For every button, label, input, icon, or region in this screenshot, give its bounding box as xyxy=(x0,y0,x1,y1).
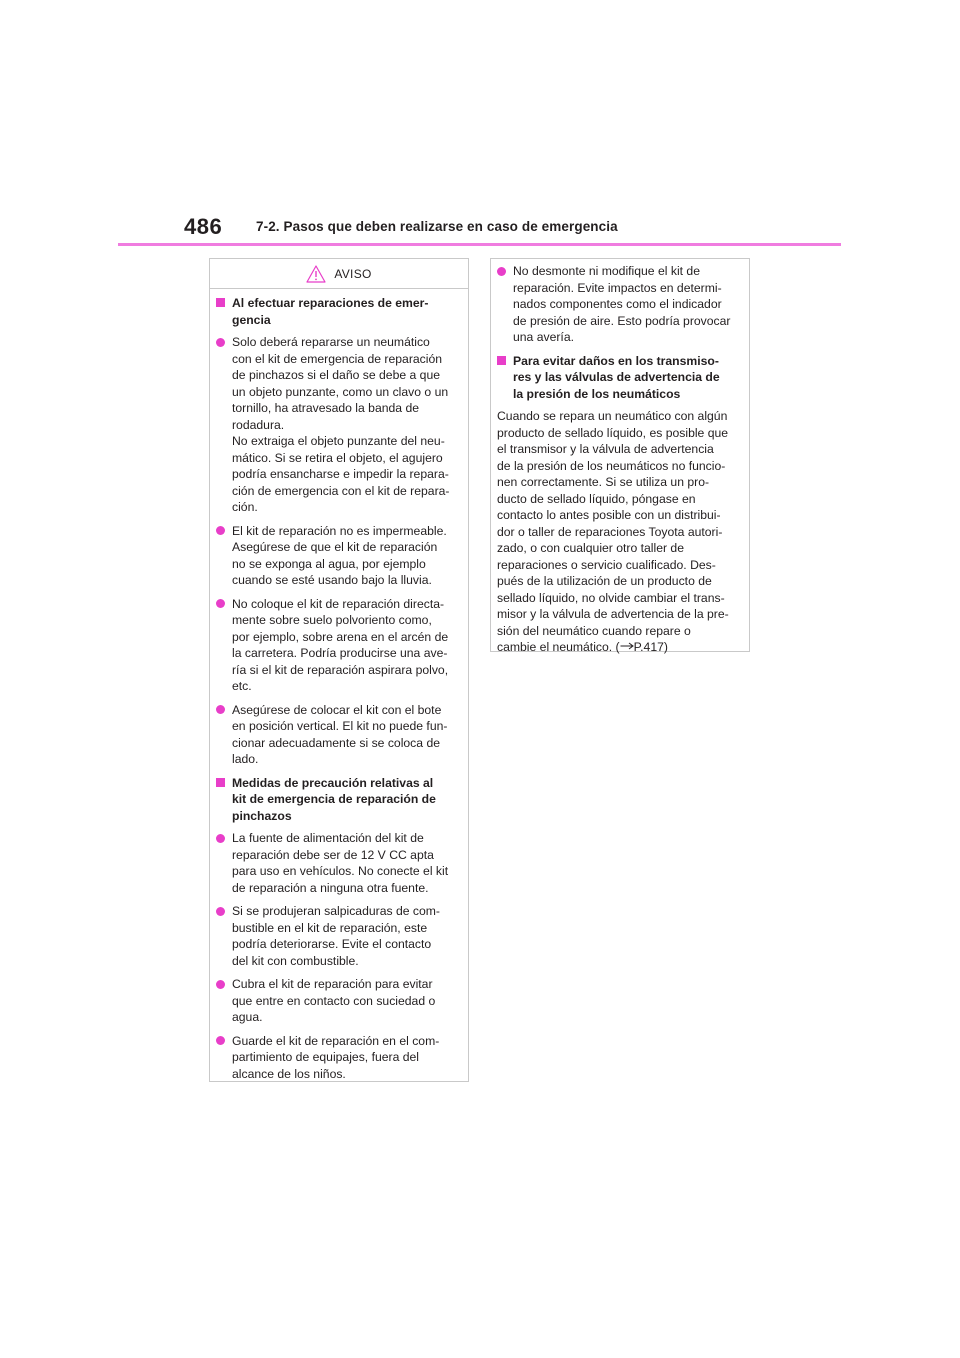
circle-bullet-icon xyxy=(216,834,225,843)
text-line: producto de sellado líquido, es posible que xyxy=(497,425,729,440)
text-line: Para evitar daños en los transmiso- xyxy=(513,353,719,368)
text-line: res y las válvulas de advertencia de xyxy=(513,370,720,384)
text-line: partimiento de equipajes, fuera del xyxy=(232,1050,419,1064)
text-line: no se exponga al agua, por ejemplo xyxy=(232,556,426,571)
list-item xyxy=(216,523,458,589)
warning-panel-right xyxy=(490,258,750,652)
last-line-prefix: cambie el neumático. ( xyxy=(497,640,620,654)
text-line: zado, o con cualquier otro taller de xyxy=(497,541,684,555)
page-number: 486 xyxy=(184,214,223,239)
list-item xyxy=(216,702,458,768)
list-item xyxy=(216,903,458,969)
notice-label: AVISO xyxy=(334,266,372,281)
section-title: 7-2. Pasos que deben realizarse en caso de emergencia xyxy=(256,219,618,234)
page-reference-link[interactable]: P.417 xyxy=(633,640,664,654)
text-line: el transmisor y la válvula de advertencia xyxy=(497,442,714,456)
circle-bullet-icon xyxy=(216,907,225,916)
text-line: nados componentes como el indicador xyxy=(513,297,722,311)
text-line: podría deteriorarse. Evite el contacto xyxy=(232,937,432,951)
header-rule xyxy=(118,243,841,246)
list-item-text xyxy=(232,903,440,969)
list-item xyxy=(216,596,458,695)
list-item-text xyxy=(513,263,730,346)
text-line: de presión de aire. Esto podría provocar xyxy=(513,313,731,328)
text-line: Cubra el kit de reparación para evitar xyxy=(232,977,433,991)
heading-text xyxy=(232,775,436,825)
list-item xyxy=(216,1033,458,1083)
text-line: ría si el kit de reparación aspirara polvo, xyxy=(232,662,449,677)
text-line: por ejemplo, sobre arena en el arcén de xyxy=(232,629,449,644)
text-line: de pinchazos si el daño se debe a que xyxy=(232,368,441,382)
square-bullet-icon xyxy=(216,778,225,787)
text-line: la carretera. Podría producirse una ave- xyxy=(232,646,448,660)
text-line: un objeto punzante, como un clavo o un xyxy=(232,384,449,399)
text-line: podría ensancharse e impedir la repara- xyxy=(232,467,449,481)
text-line: Si se produjeran salpicaduras de com- xyxy=(232,904,440,918)
text-line: del kit con combustible. xyxy=(232,953,359,968)
text-line: Asegúrese de colocar el kit con el bote xyxy=(232,702,442,717)
text-line: en posición vertical. El kit no puede fun- xyxy=(232,719,448,733)
text-line: Solo deberá repararse un neumático xyxy=(232,335,430,349)
list-item-text xyxy=(232,523,447,589)
text-line: nen correctamente. Si se utiliza un pro- xyxy=(497,475,710,489)
text-line: gencia xyxy=(232,312,271,327)
circle-bullet-icon xyxy=(216,705,225,714)
list-item-text xyxy=(232,976,435,1026)
list-item xyxy=(216,334,458,516)
circle-bullet-icon xyxy=(216,1036,225,1045)
text-line: de reparación a ninguna otra fuente. xyxy=(232,880,429,895)
text-line: Medidas de precaución relativas al xyxy=(232,775,434,790)
text-line: agua. xyxy=(232,1010,263,1024)
circle-bullet-icon xyxy=(216,980,225,989)
text-line: lado. xyxy=(232,752,259,766)
paragraph xyxy=(497,408,739,656)
text-line: mático. Si se retira el objeto, el agujero xyxy=(232,450,443,465)
text-line: rodadura. xyxy=(232,417,285,432)
circle-bullet-icon xyxy=(216,599,225,608)
section-heading xyxy=(216,775,458,825)
text-line: ción. xyxy=(232,500,258,514)
list-item-text xyxy=(232,1033,439,1083)
text-line: sión del neumático cuando repare o xyxy=(497,623,691,638)
text-line: No desmonte ni modifique el kit de xyxy=(513,264,700,278)
circle-bullet-icon xyxy=(216,526,225,535)
text-line: reparación. Evite impactos en determi- xyxy=(513,280,722,295)
square-bullet-icon xyxy=(497,356,506,365)
text-line: reparaciones o servicio cualificado. Des- xyxy=(497,557,716,572)
text-line: El kit de reparación no es impermeable. xyxy=(232,523,447,538)
list-item xyxy=(497,263,739,346)
circle-bullet-icon xyxy=(216,338,225,347)
list-item-text xyxy=(232,830,448,896)
text-line: ción de emergencia con el kit de repara- xyxy=(232,483,450,498)
section-heading xyxy=(497,353,739,403)
arrow-right-icon xyxy=(620,642,634,650)
panel-header xyxy=(210,259,468,289)
text-line: sellado líquido, no olvide cambiar el trans- xyxy=(497,590,725,605)
square-bullet-icon xyxy=(216,298,225,307)
list-item-text xyxy=(232,596,448,695)
text-line: etc. xyxy=(232,679,252,693)
text-line: cionar adecuadamente si se coloca de xyxy=(232,735,440,750)
text-line: bustible en el kit de reparación, este xyxy=(232,920,428,935)
circle-bullet-icon xyxy=(497,267,506,276)
text-line: dor o taller de reparaciones Toyota autori- xyxy=(497,524,723,539)
heading-text xyxy=(232,295,428,328)
text-line: mente sobre suelo polvoriento como, xyxy=(232,613,432,627)
text-line: alcance de los niños. xyxy=(232,1066,346,1081)
warning-panel-left xyxy=(209,258,469,1082)
text-line: misor y la válvula de advertencia de la pre- xyxy=(497,607,729,621)
list-item xyxy=(216,830,458,896)
text-line: Al efectuar reparaciones de emer- xyxy=(232,296,429,310)
list-item xyxy=(216,976,458,1026)
text-line: ducto de sellado líquido, póngase en xyxy=(497,491,696,506)
text-line: No extraiga el objeto punzante del neu- xyxy=(232,434,445,448)
text-line: Cuando se repara un neumático con algún xyxy=(497,409,728,423)
text-line: pinchazos xyxy=(232,808,292,823)
heading-text xyxy=(513,353,720,403)
text-line: una avería. xyxy=(513,330,574,344)
text-line: La fuente de alimentación del kit de xyxy=(232,831,424,845)
text-line: No coloque el kit de reparación directa- xyxy=(232,596,445,611)
list-item-text xyxy=(232,702,447,768)
text-line: pués de la utilización de un producto de xyxy=(497,574,712,588)
text-line: para uso en vehículos. No conecte el kit xyxy=(232,864,449,878)
text-line: la presión de los neumáticos xyxy=(513,386,681,401)
warning-triangle-icon xyxy=(306,265,326,283)
text-line: kit de emergencia de reparación de xyxy=(232,792,436,806)
text-line: cuando se esté usando bajo la lluvia. xyxy=(232,573,432,587)
paragraph-last-line xyxy=(497,639,739,656)
text-line: de la presión de los neumáticos no funcio- xyxy=(497,458,726,473)
text-line: contacto lo antes posible con un distribui- xyxy=(497,508,721,522)
list-item-text xyxy=(232,334,449,516)
section-heading xyxy=(216,295,458,328)
text-line: con el kit de emergencia de reparación xyxy=(232,351,443,366)
paragraph-text xyxy=(497,408,739,639)
text-line: Asegúrese de que el kit de reparación xyxy=(232,540,438,554)
text-line: reparación debe ser de 12 V CC apta xyxy=(232,847,434,862)
text-line: que entre en contacto con suciedad o xyxy=(232,993,436,1008)
text-line: tornillo, ha atravesado la banda de xyxy=(232,401,420,415)
last-line-suffix: ) xyxy=(663,640,668,654)
text-line: Guarde el kit de reparación en el com- xyxy=(232,1033,440,1048)
